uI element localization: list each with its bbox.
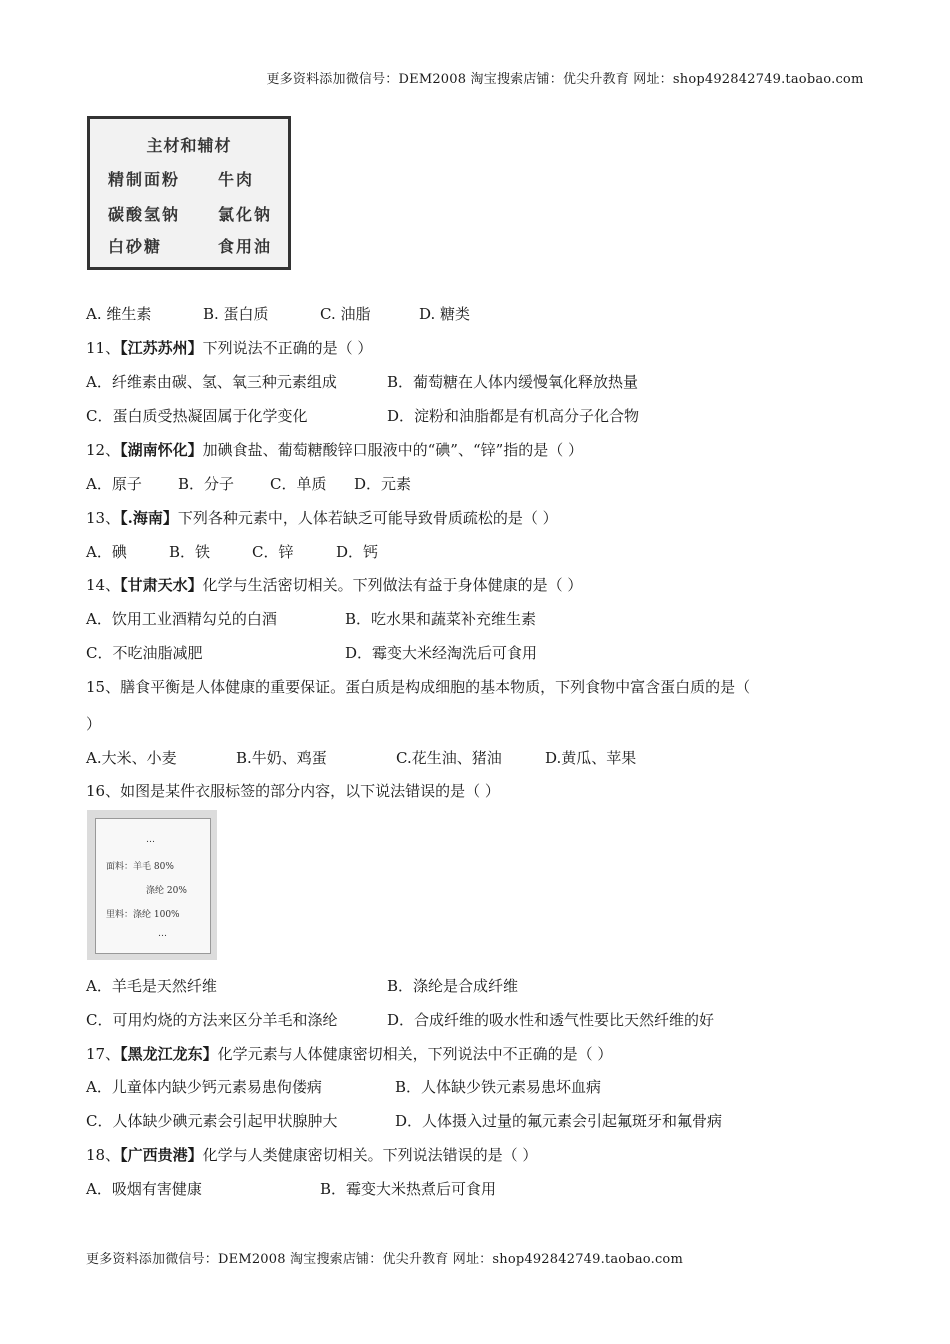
q15-options [86, 747, 786, 767]
label-line: 面料：羊毛 80% [106, 862, 174, 872]
label-line: 涤纶 20% [146, 886, 187, 896]
q17-options-row2 [86, 1110, 786, 1130]
q18-options [86, 1178, 786, 1198]
option: A．儿童体内缺少钙元素易患佝偻病 [86, 1078, 322, 1096]
option: B．分子 [178, 475, 235, 493]
option: D. 糖类 [419, 305, 471, 323]
q14-stem: 14、【甘肃天水】化学与生活密切相关。下列做法有益于身体健康的是（ ） [86, 576, 583, 594]
option: C．单质 [270, 475, 327, 493]
option: B．霉变大米热煮后可食用 [320, 1180, 497, 1198]
q13-options [86, 541, 686, 561]
label-dots: … [146, 835, 155, 845]
page-footer: 更多资料添加微信号：DEM2008 淘宝搜索店铺：优尖升教育 网址：shop492842749.taobao.com [86, 1252, 683, 1267]
option: B．铁 [169, 543, 211, 561]
option: A．羊毛是天然纤维 [86, 977, 217, 995]
option: D.黄瓜、苹果 [545, 749, 637, 767]
option: B．涤纶是合成纤维 [387, 977, 519, 995]
q13-stem: 13、【.海南】下列各种元素中，人体若缺乏可能导致骨质疏松的是（ ） [86, 509, 558, 527]
clothing-label-image [87, 810, 217, 960]
option: C. 油脂 [320, 305, 371, 323]
q16-options-row1 [86, 975, 786, 995]
option: C．蛋白质受热凝固属于化学变化 [86, 407, 308, 425]
ingredient-item: 碳酸氢钠 [108, 205, 181, 224]
option: D．霉变大米经淘洗后可食用 [345, 644, 538, 662]
option: B．葡萄糖在人体内缓慢氧化释放热量 [387, 373, 639, 391]
option: C.花生油、猪油 [396, 749, 502, 767]
option: B．人体缺少铁元素易患坏血病 [395, 1078, 602, 1096]
option: B.牛奶、鸡蛋 [236, 749, 327, 767]
q16-stem: 16、如图是某件衣服标签的部分内容，以下说法错误的是（ ） [86, 782, 500, 800]
q11-options-row1 [86, 371, 786, 391]
page-header: 更多资料添加微信号：DEM2008 淘宝搜索店铺：优尖升教育 网址：shop492842749.taobao.com [266, 72, 864, 87]
option: A. 维生素 [86, 305, 152, 323]
q12-options [86, 473, 686, 493]
option: D．淀粉和油脂都是有机高分子化合物 [387, 407, 640, 425]
q10-options [86, 303, 686, 323]
clothing-label [95, 818, 211, 954]
q15-stem: 15、膳食平衡是人体健康的重要保证。蛋白质是构成细胞的基本物质，下列食物中富含蛋白质的是（ [86, 678, 751, 696]
ingredient-item: 氯化钠 [218, 205, 273, 224]
ingredient-item: 牛肉 [218, 170, 255, 189]
option: D．元素 [354, 475, 412, 493]
q11-options-row2 [86, 405, 786, 425]
ingredient-item: 食用油 [218, 237, 273, 256]
option: D．合成纤维的吸水性和透气性要比天然纤维的好 [387, 1011, 715, 1029]
label-line: 里料：涤纶 100% [106, 910, 180, 920]
option: A．原子 [86, 475, 142, 493]
option: A.大米、小麦 [86, 749, 177, 767]
q18-stem: 18、【广西贵港】化学与人类健康密切相关。下列说法错误的是（ ） [86, 1146, 538, 1164]
label-dots: … [158, 929, 167, 939]
option: C．可用灼烧的方法来区分羊毛和涤纶 [86, 1011, 338, 1029]
ingredient-title: 主材和辅材 [146, 136, 232, 155]
option: D．人体摄入过量的氟元素会引起氟斑牙和氟骨病 [395, 1112, 723, 1130]
q16-options-row2 [86, 1009, 786, 1029]
option: B. 蛋白质 [203, 305, 269, 323]
q17-stem: 17、【黑龙江龙东】化学元素与人体健康密切相关，下列说法中不正确的是（ ） [86, 1045, 613, 1063]
option: A．碘 [86, 543, 127, 561]
q14-options-row2 [86, 642, 786, 662]
option: A．吸烟有害健康 [86, 1180, 202, 1198]
option: B．吃水果和蔬菜补充维生素 [345, 610, 537, 628]
option: A．纤维素由碳、氢、氧三种元素组成 [86, 373, 337, 391]
ingredient-item: 精制面粉 [108, 170, 181, 189]
option: C．人体缺少碘元素会引起甲状腺肿大 [86, 1112, 338, 1130]
ingredient-list-image [87, 116, 291, 270]
option: C．不吃油脂减肥 [86, 644, 203, 662]
q14-options-row1 [86, 608, 786, 628]
q15-stem-cont: ） [86, 715, 102, 733]
q12-stem: 12、【湖南怀化】加碘食盐、葡萄糖酸锌口服液中的“碘”、“锌”指的是（ ） [86, 441, 584, 459]
option: C．锌 [252, 543, 294, 561]
ingredient-item: 白砂糖 [108, 237, 163, 256]
option: A．饮用工业酒精勾兑的白酒 [86, 610, 277, 628]
option: D．钙 [336, 543, 379, 561]
q11-stem: 11、【江苏苏州】下列说法不正确的是（ ） [86, 339, 373, 357]
q17-options-row1 [86, 1076, 786, 1096]
